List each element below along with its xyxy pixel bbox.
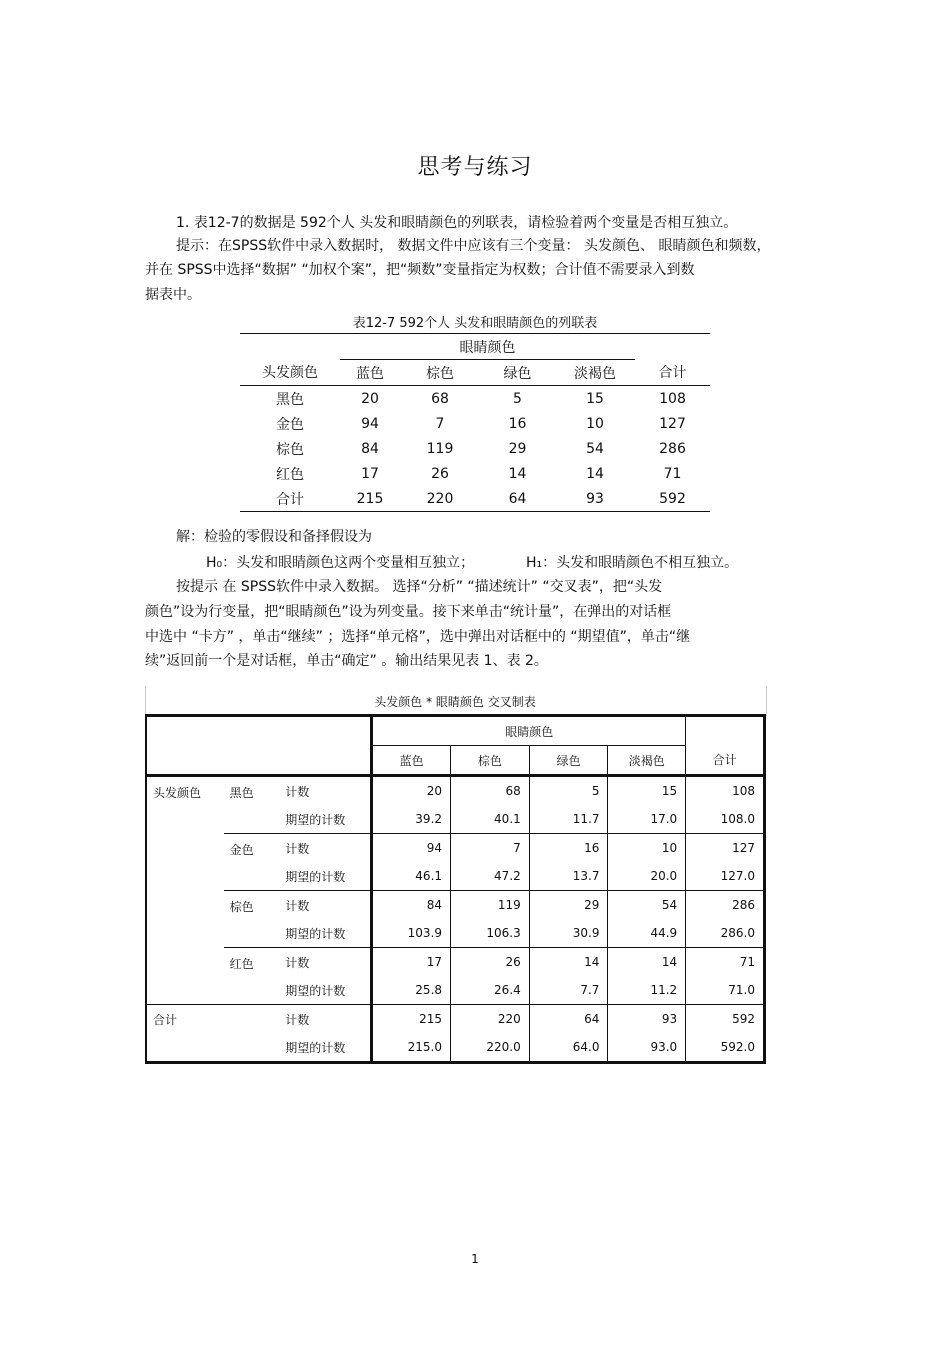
column-header: 蓝色	[372, 746, 451, 776]
table-cell: 71.0	[686, 976, 765, 1005]
table-cell: 13.7	[529, 862, 608, 891]
row-label: 合计	[240, 486, 340, 512]
table-cell: 7	[435, 415, 445, 432]
hint-line-2: 并在 SPSS中选择“数据” “加权个案”，把“频数”变量指定为权数；合计值不需要录入到数	[145, 262, 695, 278]
crosstab-group-header: 眼睛颜色	[372, 716, 686, 746]
table-cell: 7.7	[529, 976, 608, 1005]
table-cell: 26	[451, 948, 530, 977]
stat-label: 计数	[279, 776, 371, 806]
question-line-1: 1. 表12-7的数据是 592个人 头发和眼睛颜色的列联表，请检验着两个变量是否相互独立。	[176, 215, 738, 231]
table-cell: 592	[635, 486, 710, 512]
group-label: 棕色	[224, 891, 280, 948]
table-cell: 16	[529, 834, 608, 863]
table-row	[240, 486, 710, 512]
alternative-hypothesis: H₁：头发和眼睛颜色不相互独立。	[526, 555, 739, 571]
hair-color-header: 头发颜色	[240, 360, 340, 386]
row-label: 金色	[276, 416, 304, 433]
table-cell: 10	[608, 834, 686, 863]
column-header: 蓝色	[340, 360, 400, 386]
table-cell: 106.3	[451, 919, 530, 948]
table-cell: 15	[608, 776, 686, 806]
table-cell: 44.9	[608, 919, 686, 948]
table-cell: 592	[686, 1005, 765, 1034]
table-cell: 26	[431, 465, 449, 482]
table-cell: 103.9	[372, 919, 451, 948]
table-row	[146, 1005, 765, 1034]
table-cell: 14	[508, 465, 527, 482]
table-cell: 29	[508, 440, 527, 457]
column-header: 合计	[686, 716, 765, 776]
row-variable-label: 头发颜色	[146, 776, 224, 1005]
stat-label: 计数	[279, 834, 371, 863]
table-cell: 127.0	[686, 862, 765, 891]
crosstab-table	[145, 714, 766, 1064]
column-header: 棕色	[400, 360, 480, 386]
table-cell: 20.0	[608, 862, 686, 891]
table-cell: 68	[431, 390, 449, 407]
table-row	[240, 411, 710, 436]
table-cell: 17	[372, 948, 451, 977]
table-cell: 108.0	[686, 805, 765, 834]
solution-intro: 解：检验的零假设和备择假设为	[176, 529, 372, 545]
table-cell: 54	[586, 440, 604, 457]
table-row	[146, 1033, 765, 1063]
table-cell: 215	[372, 1005, 451, 1034]
table-cell: 64.0	[529, 1033, 608, 1063]
solution-line-3: 按提示 在 SPSS软件中录入数据。 选择“分析” “描述统计” “交叉表”，把“头发	[176, 579, 663, 595]
row-label: 红色	[276, 466, 304, 483]
table-cell: 20	[361, 390, 379, 407]
table-cell: 84	[361, 440, 379, 457]
stat-label: 期望的计数	[279, 805, 371, 834]
hint-line-1: 提示：在SPSS软件中录入数据时， 数据文件中应该有三个变量： 头发颜色、 眼睛颜色和频数，	[176, 238, 771, 254]
table-cell: 64	[480, 486, 555, 512]
solution-line-4: 颜色”设为行变量，把“眼睛颜色”设为列变量。接下来单击“统计量”，在弹出的对话框	[145, 604, 672, 620]
table-row	[240, 461, 710, 486]
column-header: 棕色	[451, 746, 530, 776]
column-header: 合计	[635, 360, 710, 386]
row-label: 黑色	[276, 391, 304, 408]
table-cell: 220	[451, 1005, 530, 1034]
eye-color-group-header: 眼睛颜色	[340, 334, 635, 360]
table-row	[146, 776, 765, 806]
solution-line-6: 续”返回前一个是对话框，单击“确定” 。输出结果见表 1、表 2。	[145, 653, 548, 669]
crosstab-title: 头发颜色 * 眼睛颜色 交叉制表	[374, 695, 536, 709]
column-header: 绿色	[529, 746, 608, 776]
table-cell: 20	[372, 776, 451, 806]
table1-caption: 表12-7 592个人 头发和眼睛颜色的列联表	[352, 316, 598, 331]
table-cell: 286.0	[686, 919, 765, 948]
table-cell: 7	[451, 834, 530, 863]
table-cell: 71	[686, 948, 765, 977]
table-cell: 10	[586, 415, 604, 432]
hint-line-3: 据表中。	[145, 287, 201, 303]
table-cell: 286	[659, 440, 686, 457]
table-cell: 93.0	[608, 1033, 686, 1063]
contingency-table	[240, 333, 710, 512]
table-cell: 94	[372, 834, 451, 863]
table-cell: 286	[686, 891, 765, 920]
stat-label: 计数	[279, 891, 371, 920]
total-label: 合计	[146, 1005, 279, 1034]
table-cell: 15	[586, 390, 604, 407]
table-cell: 11.7	[529, 805, 608, 834]
table-cell: 16	[508, 415, 527, 432]
table-cell: 108	[659, 390, 686, 407]
group-label: 金色	[224, 834, 280, 891]
table-cell: 54	[608, 891, 686, 920]
solution-line-5: 中选中 “卡方” ，单击“继续” ；选择“单元格”，选中弹出对话框中的 “期望值”，单击“继	[145, 629, 691, 645]
table-cell: 119	[426, 440, 454, 457]
table-cell: 127	[686, 834, 765, 863]
table-cell: 26.4	[451, 976, 530, 1005]
table-cell: 17	[361, 465, 379, 482]
stat-label: 期望的计数	[279, 1033, 371, 1063]
table-row	[146, 891, 765, 920]
page-title: 思考与练习	[417, 155, 533, 180]
table-cell: 220	[400, 486, 480, 512]
stat-label: 计数	[279, 1005, 371, 1034]
stat-label: 计数	[279, 948, 371, 977]
table-cell: 14	[586, 465, 604, 482]
table-cell: 39.2	[372, 805, 451, 834]
table-cell: 71	[663, 465, 682, 482]
table-cell: 68	[451, 776, 530, 806]
table-cell: 215	[340, 486, 400, 512]
table-cell: 220.0	[451, 1033, 530, 1063]
stat-label: 期望的计数	[279, 976, 371, 1005]
table-row	[240, 436, 710, 461]
null-hypothesis: H₀：头发和眼睛颜色这两个变量相互独立；	[206, 555, 475, 571]
table-cell: 14	[529, 948, 608, 977]
table-row	[146, 834, 765, 863]
table-cell: 11.2	[608, 976, 686, 1005]
table-cell: 25.8	[372, 976, 451, 1005]
group-label: 黑色	[224, 776, 280, 834]
column-header: 绿色	[480, 360, 555, 386]
stat-label: 期望的计数	[279, 919, 371, 948]
table-row	[240, 386, 710, 412]
row-label: 棕色	[276, 441, 304, 458]
table-cell: 119	[451, 891, 530, 920]
table-row	[146, 948, 765, 977]
column-header: 淡褐色	[555, 360, 635, 386]
table-cell: 93	[555, 486, 635, 512]
table-cell: 5	[529, 776, 608, 806]
table-cell: 93	[608, 1005, 686, 1034]
table-cell: 29	[529, 891, 608, 920]
group-label: 红色	[224, 948, 280, 1005]
table-cell: 46.1	[372, 862, 451, 891]
table-cell: 127	[659, 415, 686, 432]
table-cell: 14	[608, 948, 686, 977]
table-cell: 47.2	[451, 862, 530, 891]
table-cell: 64	[529, 1005, 608, 1034]
table-cell: 592.0	[686, 1033, 765, 1063]
table-cell: 17.0	[608, 805, 686, 834]
column-header: 淡褐色	[608, 746, 686, 776]
table-cell: 40.1	[451, 805, 530, 834]
table-cell: 108	[686, 776, 765, 806]
table-cell: 215.0	[372, 1033, 451, 1063]
table-cell: 84	[372, 891, 451, 920]
table-cell: 5	[513, 390, 522, 407]
page-number: 1	[471, 1252, 479, 1266]
stat-label: 期望的计数	[279, 862, 371, 891]
table-cell: 94	[361, 415, 379, 432]
table-cell: 30.9	[529, 919, 608, 948]
